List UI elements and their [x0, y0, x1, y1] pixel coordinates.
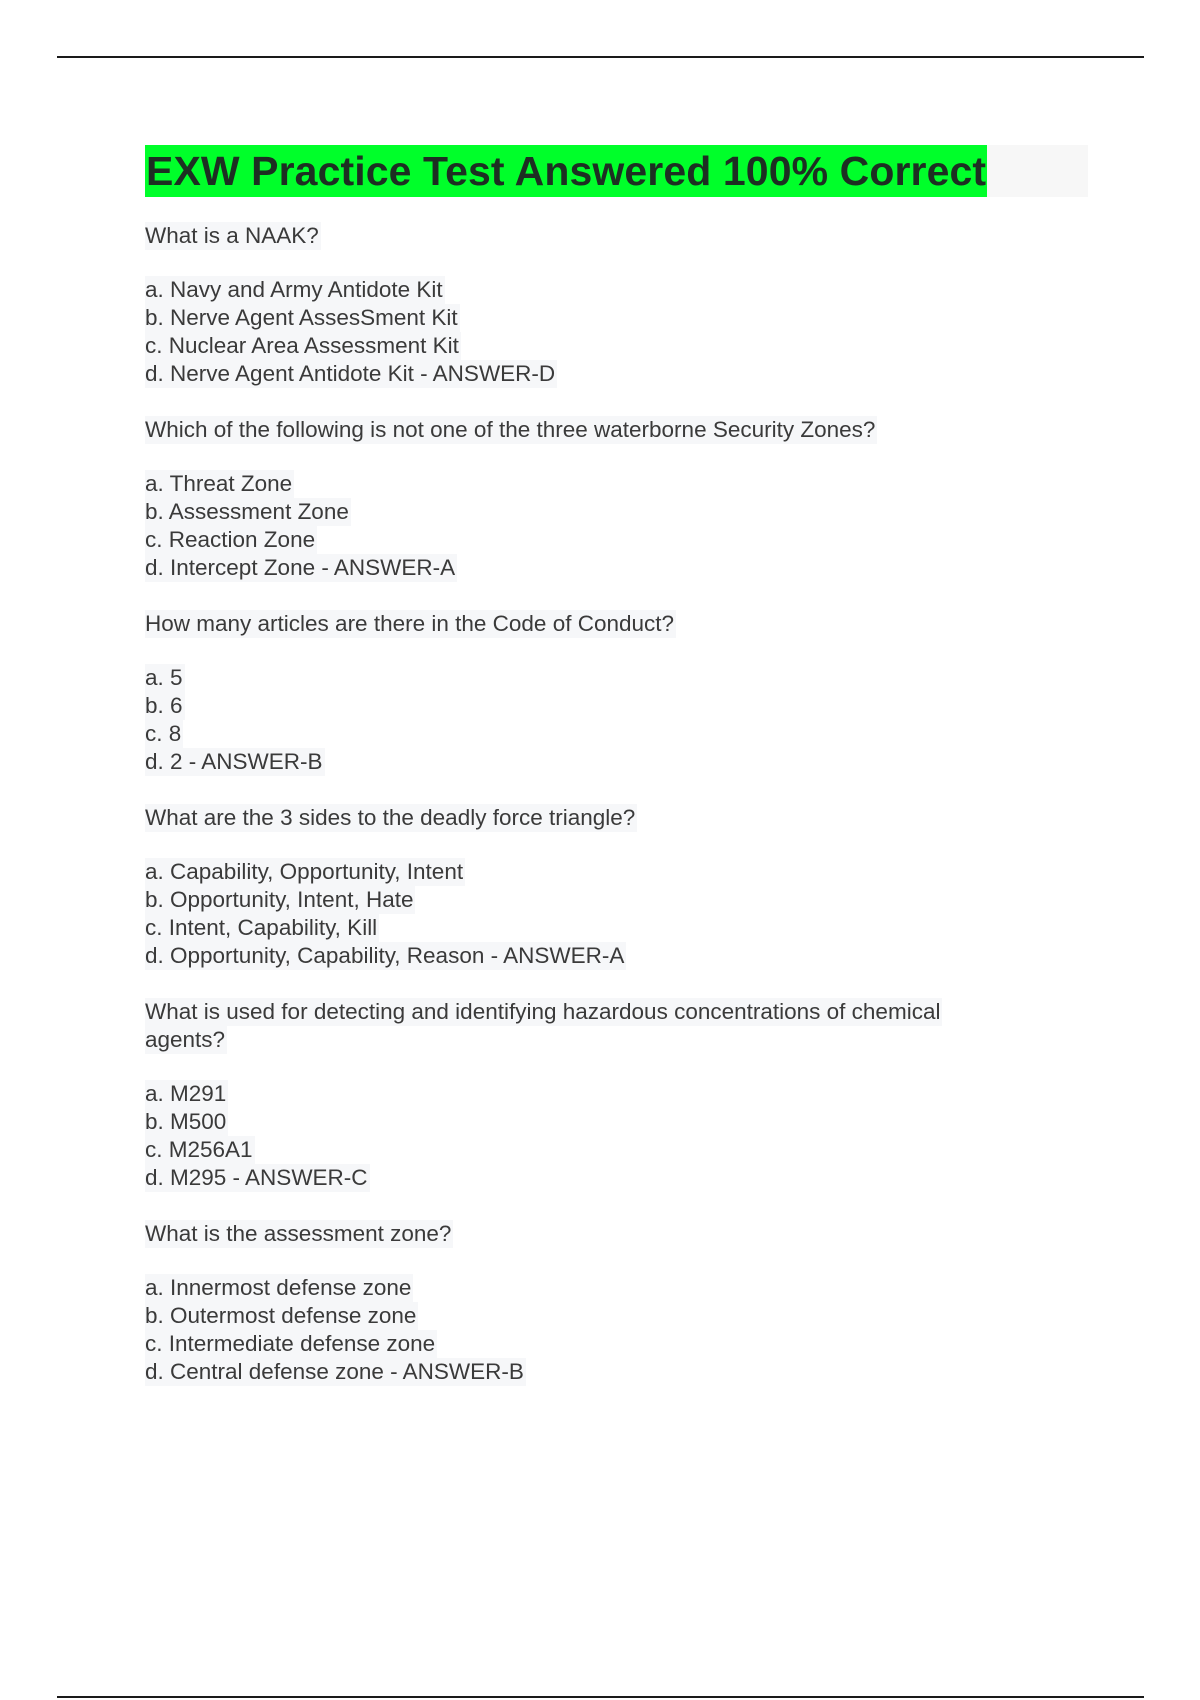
question-item — [145, 416, 1045, 582]
answer-option: c. Nuclear Area Assessment Kit — [145, 333, 459, 358]
answer-option-correct: d. Nerve Agent Antidote Kit - ANSWER-D — [145, 361, 556, 386]
answer-option: d. Opportunity, Capability, Reason - ANSWER-A — [145, 943, 625, 968]
answer-option: b. Nerve Agent AssesSment Kit — [145, 305, 458, 330]
answer-option: b. Opportunity, Intent, Hate — [145, 887, 414, 912]
answer-option-correct: a. Threat Zone — [145, 471, 293, 496]
document-title: EXW Practice Test Answered 100% Correct — [145, 145, 987, 197]
answer-options — [145, 1080, 1045, 1192]
answer-options — [145, 276, 1045, 388]
answer-option: c. Intent, Capability, Kill — [145, 915, 378, 940]
answer-options — [145, 1274, 1045, 1386]
answer-option: b. Assessment Zone — [145, 499, 349, 524]
question-item — [145, 610, 1045, 776]
question-text: Which of the following is not one of the three waterborne Security Zones? — [145, 417, 876, 442]
answer-option: d. M295 - ANSWER-C — [145, 1165, 368, 1190]
answer-options — [145, 858, 1045, 970]
answer-option-correct: b. Outermost defense zone — [145, 1303, 417, 1328]
title-banner — [145, 145, 1088, 197]
answer-option: b. M500 — [145, 1109, 227, 1134]
answer-option: c. Intermediate defense zone — [145, 1331, 436, 1356]
answer-option: a. Navy and Army Antidote Kit — [145, 277, 443, 302]
answer-options — [145, 470, 1045, 582]
question-item — [145, 998, 1045, 1192]
answer-option: d. Intercept Zone - ANSWER-A — [145, 555, 456, 580]
answer-option: a. 5 — [145, 665, 183, 690]
answer-option: d. 2 - ANSWER-B — [145, 749, 323, 774]
question-text: How many articles are there in the Code of Conduct? — [145, 611, 675, 636]
answer-option-correct: a. Capability, Opportunity, Intent — [145, 859, 464, 884]
question-list — [145, 222, 1045, 1414]
answer-option: d. Central defense zone - ANSWER-B — [145, 1359, 524, 1384]
question-text: What are the 3 sides to the deadly force triangle? — [145, 805, 636, 830]
answer-option-correct: c. M256A1 — [145, 1137, 253, 1162]
question-item — [145, 804, 1045, 970]
bottom-rule — [57, 1696, 1144, 1698]
question-text: What is a NAAK? — [145, 223, 319, 248]
question-item — [145, 222, 1045, 388]
answer-option: c. 8 — [145, 721, 182, 746]
answer-option: c. Reaction Zone — [145, 527, 316, 552]
top-rule — [57, 56, 1144, 58]
question-item — [145, 1220, 1045, 1386]
answer-options — [145, 664, 1045, 776]
question-text-line: agents? — [145, 1027, 226, 1052]
question-text-line: What is used for detecting and identifying hazardous concentrations of chemical — [145, 999, 941, 1024]
answer-option-correct: b. 6 — [145, 693, 183, 718]
question-text: What is the assessment zone? — [145, 1221, 452, 1246]
answer-option: a. Innermost defense zone — [145, 1275, 412, 1300]
answer-option: a. M291 — [145, 1081, 227, 1106]
